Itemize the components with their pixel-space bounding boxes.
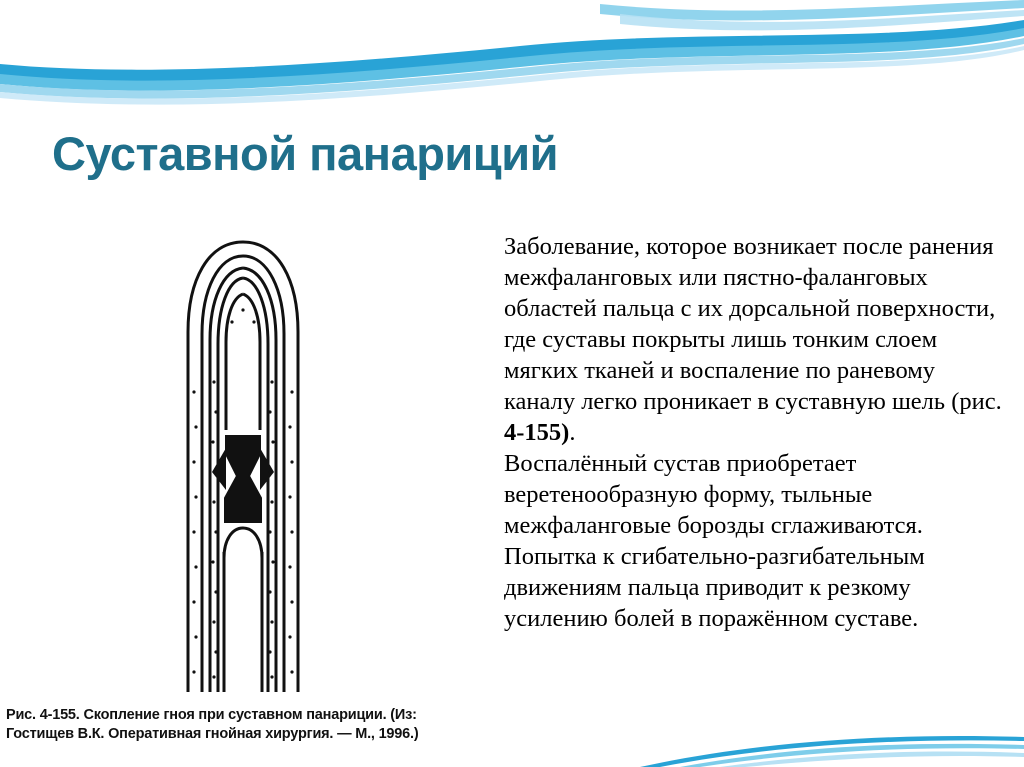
finger-joint-abscess-diagram: [128, 222, 358, 692]
body-paragraph-1-text: Заболевание, которое возникает после ранения межфаланговых или пястно-фаланговых областей пальца с их дорсальной поверхности, где суставы покрыты лишь тонким слоем мягких тканей и воспаление по раневому каналу легко проникает в суставную шель (рис.: [504, 233, 1002, 415]
figure-caption-line-2: Гостищев В.К. Оперативная гнойная хирургия. — М., 1996.): [6, 726, 419, 743]
body-paragraph-2: Воспалённый сустав приобретает веретенообразную форму, тыльные межфаланговые борозды сглаживаются. Попытка к сгибательно-разгибательным движениям пальца приводит к резкому усилению болей в поражённом суставе.: [504, 449, 925, 632]
figure-caption-line-1: Рис. 4-155. Скопление гноя при суставном панариции. (Из:: [6, 707, 417, 723]
figure-reference: 4-155): [504, 418, 570, 446]
body-text: [504, 232, 1012, 635]
figure-container: [8, 222, 478, 702]
decorative-wave-top: [0, 0, 1024, 110]
page-title: Суставной панариций: [52, 127, 558, 180]
figure-caption: [6, 706, 476, 745]
figure-reference-tail: .: [569, 418, 576, 446]
body-paragraph-1: [504, 232, 1012, 449]
